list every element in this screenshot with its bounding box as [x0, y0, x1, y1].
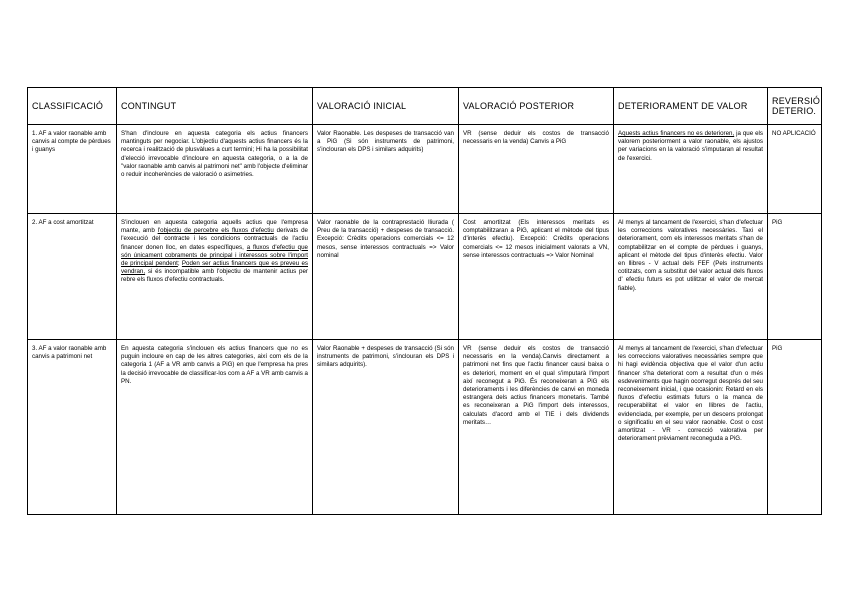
cell-contingut: [117, 214, 313, 340]
cell-valoracio-posterior: Cost amortitzat (Els interessos meritats es comptabilitzaran a PiG, aplicant el mètode del tipus d'interès efectiu). Excepció: Crèdits operacions comercials <= 12 mesos inicialment valorats a VN, sense interessos contractuals => Valor Nominal: [459, 214, 614, 340]
cell-classificacio: 2. AF a cost amortitzat: [28, 214, 117, 340]
cell-reversio: PiG: [768, 340, 822, 515]
body-text: derivats de l'execució del contracte i les condicions contractuals de l'actiu financer donen lloc, en dates específiques,: [121, 227, 308, 251]
underlined-text: a fluxos d'efectiu que són únicament cobraments de principal i interessos sobre l'import de principal pendent: [121, 243, 308, 268]
cell-classificacio: 3. AF a valor raonable amb canvis a patrimoni net: [28, 340, 117, 515]
header-reversio: REVERSIÓ DETERIO.: [768, 88, 822, 125]
body-text: ;: [177, 260, 182, 268]
header-valoracio-posterior: VALORACIÓ POSTERIOR: [459, 88, 614, 125]
financial-assets-table: [27, 87, 822, 515]
header-valoracio-inicial: VALORACIÓ INICIAL: [313, 88, 459, 125]
cell-valoracio-posterior: VR (sense deduir els costos de transacció necessaris en la venda) Canvis a PiG: [459, 125, 614, 214]
table-row: [28, 340, 822, 515]
cell-classificacio: 1. AF a valor raonable amb canvis al compte de pèrdues i guanys: [28, 125, 117, 214]
table-row: [28, 125, 822, 214]
cell-reversio: PiG: [768, 214, 822, 340]
cell-contingut: En aquesta categoria s'inclouen els actius financers que no es puguin incloure en cap de les altres categories, així com els de la categoria 1 (AF a VR amb canvis a PiG) en que l'empresa ha pres la decisió irrevocable de classificar-los com a AF a VR amb canvis a PN.: [117, 340, 313, 515]
underlined-text: l'objectiu de percebre els fluxos d'efectiu: [157, 227, 274, 235]
cell-deteriorament: [614, 125, 768, 214]
cell-valoracio-inicial: Valor raonable de la contraprestació lliurada ( Preu de la transacció) + despeses de transacció. Excepció: Crèdits operacions comercials <= 12 mesos, sense interessos contractuals => Valor nominal: [313, 214, 459, 340]
cell-deteriorament: Al menys al tancament de l'exercici, s'han d'efectuar les correccions valoratives necessàries. Taxi el deteriorament, com els interessos meritats s'han de comptabilitzar en el compte de pèrdues i guanys, aplicant el mètode del tipus d'interès efectiu. Valor en llibres - V actual dels FEF (Pels instruments cotitzats, com a substitut del valor actual dels fluxos d' efectiu futurs es pot utilitzar el valor de mercat fiable).: [614, 214, 768, 340]
body-text: si és incompatible amb l'objectiu de mantenir actius per rebre els fluxos d'efectiu contractuals.: [121, 268, 308, 284]
header-classificacio: CLASSIFICACIÓ: [28, 88, 117, 125]
underlined-text: Poden ser actius financers que es preveu es vendran,: [121, 260, 308, 276]
cell-valoracio-posterior: VR (sense deduir els costos de transacció necessaris en la venda).Canvis directament a patrimoni net fins que l'actiu financer causi baixa o es deteriori, moment en el qual s'imputarà l'import així reconegut a PiG. És reconeixeran a PiG els deterioraments i les diferències de canvi en moneda estrangera dels actius financers monetaris. També es reconeixeran a PiG l'import dels interessos, calculats d'acord amb el TIE i dels dividends meritats…: [459, 340, 614, 515]
cell-valoracio-inicial: Valor Raonable + despeses de transacció (Si són instruments de patrimoni, s'inclouran els DPS i similars adquirits).: [313, 340, 459, 515]
body-text: ja que els valorem posteriorment a valor raonable, els ajustos per variacions en la valoració s'imputaran al resultat de l'exercici.: [618, 130, 763, 162]
underlined-text: Aquests actius financers no es deterioren,: [618, 130, 735, 137]
header-row: [28, 88, 822, 125]
header-deteriorament: DETERIORAMENT DE VALOR: [614, 88, 768, 125]
cell-valoracio-inicial: Valor Raonable. Les despeses de transacció van a PiG (Si són instruments de patrimoni, s'inclouran els DPS i similars adquirits): [313, 125, 459, 214]
cell-reversio: NO APLICACIÓ: [768, 125, 822, 214]
cell-contingut: S'han d'incloure en aquesta categoria els actius financers mantinguts per negociar. L'objectiu d'aquests actius financers és la recerca i realització de plusvàlues a curt termini; Hi ha la possibilitat d'elecció irrevocable d'incloure en aquesta categoria, o a la de "valor raonable amb canvis al patrimoni net" amb l'objecte d'eliminar o reduir incoherències de valoració o asimetries.: [117, 125, 313, 214]
header-contingut: CONTINGUT: [117, 88, 313, 125]
body-text: S'inclouen en aquesta categoria aquells actius que l'empresa mante, amb: [121, 219, 308, 235]
cell-deteriorament: Al menys al tancament de l'exercici, s'han d'efectuar les correccions valoratives necessàries sempre que hi hagi evidència objectiva que el valor d'un actiu financer s'ha deteriorat com a resultat d'un o més esdeveniments que hagin ocorregut després del seu reconeixement inicial, i que ocasionin: Retard en els fluxos d'efectiu estimats futurs o la manca de recuperabilitat el valor en llibres de l'actiu, evidenciada, per exemple, per un descens prolongat o significatiu en el seu valor raonable. Cost o cost amortitzat - VR - correcció valorativa per deteriorament prèviament reconeguda a PiG.: [614, 340, 768, 515]
table-row: [28, 214, 822, 340]
